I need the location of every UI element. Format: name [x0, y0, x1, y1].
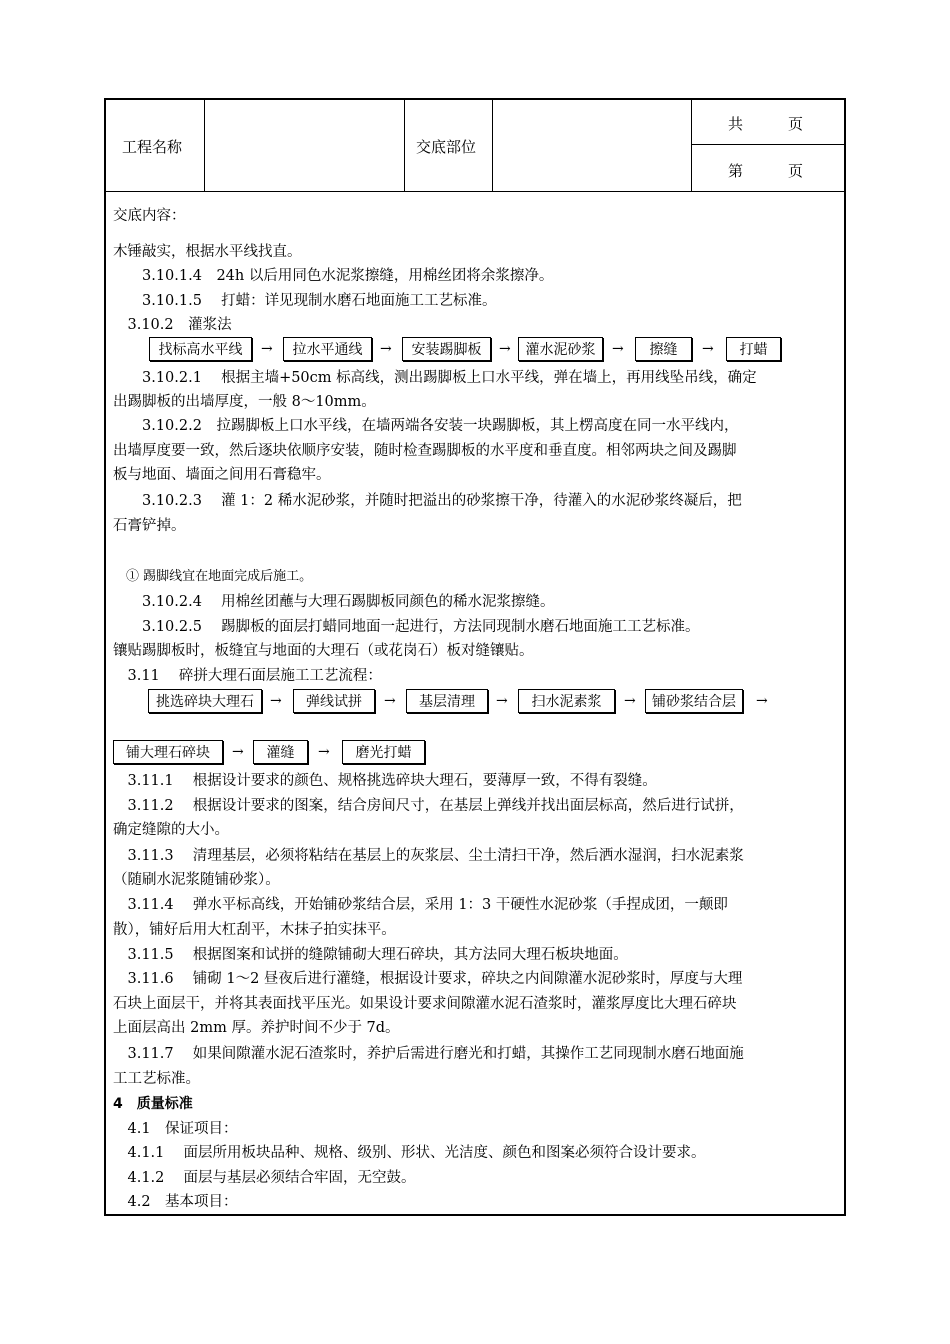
arrow-icon: → — [270, 693, 282, 709]
header-divider — [204, 99, 205, 191]
arrow-icon: → — [612, 341, 624, 357]
text-line: 3.10.2.3 灌 1：2 稀水泥砂浆，并随时把溢出的砂浆擦干净，待灌入的水泥砂浆终凝后，把 — [113, 493, 742, 509]
text-line: 3.11 碎拼大理石面层施工工艺流程： — [113, 668, 382, 684]
arrow-icon: → — [232, 744, 244, 760]
text-line: 3.10.2.1 根据主墙+50cm 标高线，测出踢脚板上口水平线，弹在墙上，再用线坠吊线，确定 — [113, 370, 757, 386]
flow-step: 磨光打蜡 — [342, 740, 425, 764]
text-line: 散），铺好后用大杠刮平，木抹子拍实抹平。 — [113, 922, 396, 938]
header-divider — [691, 99, 692, 191]
content-title: 交底内容： — [113, 208, 186, 224]
text-line: 石块上面层干，并将其表面找平压光。如果设计要求间隙灌水泥石渣浆时，灌浆厚度比大理石碎块 — [113, 996, 737, 1012]
flow-step: 安装踢脚板 — [402, 337, 491, 361]
header-divider — [692, 144, 845, 145]
section-heading: 4 质量标准 — [113, 1096, 193, 1112]
text-line: （随刷水泥浆随铺砂浆）。 — [113, 872, 280, 888]
arrow-icon: → — [702, 341, 714, 357]
text-line: 3.11.4 弹水平标高线，开始铺砂浆结合层，采用 1：3 干硬性水泥砂浆（手捏成团，一颠即 — [113, 897, 728, 913]
arrow-icon: → — [756, 693, 768, 709]
header-bottom-border — [105, 191, 845, 192]
text-line: 3.11.7 如果间隙灌水泥石渣浆时，养护后需进行磨光和打蜡，其操作工艺同现制水磨石地面施 — [113, 1046, 744, 1062]
page-number-label: 第 页 — [728, 162, 804, 180]
text-line: 3.10.2.4 用棉丝团蘸与大理石踢脚板同颜色的稀水泥浆擦缝。 — [113, 594, 555, 610]
text-line: 3.10.2 灌浆法 — [113, 317, 232, 333]
total-pages-label: 共 页 — [728, 115, 804, 133]
location-label: 交底部位 — [416, 138, 477, 156]
text-line: 板与地面、墙面之间用石膏稳牢。 — [113, 467, 331, 483]
project-name-label: 工程名称 — [122, 138, 183, 156]
flow-step: 拉水平通线 — [283, 337, 372, 361]
text-line: 3.11.2 根据设计要求的图案，结合房间尺寸，在基层上弹线并找出面层标高，然后进行试拼， — [113, 798, 744, 814]
arrow-icon: → — [499, 341, 511, 357]
flow-step: 基层清理 — [406, 689, 488, 713]
arrow-icon: → — [496, 693, 508, 709]
text-line: 3.10.2.2 拉踢脚板上口水平线，在墙两端各安装一块踢脚板，其上楞高度在同一水平线内， — [113, 418, 739, 434]
flow-step: 弹线试拼 — [293, 689, 375, 713]
flow-step: 灌缝 — [253, 740, 308, 764]
text-line: 出墙厚度要一致，然后逐块依顺序安装，随时检查踢脚板的水平度和垂直度。相邻两块之间及踢脚 — [113, 443, 737, 459]
text-line: 4.1 保证项目： — [113, 1121, 238, 1137]
arrow-icon: → — [624, 693, 636, 709]
text-line: 4.2 基本项目： — [113, 1194, 238, 1210]
footnote: ① 踢脚线宜在地面完成后施工。 — [113, 569, 313, 584]
text-line: 4.1.2 面层与基层必须结合牢固，无空鼓。 — [113, 1170, 416, 1186]
text-line: 3.11.5 根据图案和试拼的缝隙铺砌大理石碎块，其方法同大理石板块地面。 — [113, 947, 628, 963]
text-line: 3.10.2.5 踢脚板的面层打蜡同地面一起进行，方法同现制水磨石地面施工工艺标准。 — [113, 619, 700, 635]
text-line: 3.11.3 清理基层，必须将粘结在基层上的灰浆层、尘土清扫干净，然后洒水湿润，扫水泥素浆 — [113, 848, 744, 864]
flow-step: 打蜡 — [726, 337, 781, 361]
text-line: 工工艺标准。 — [113, 1071, 200, 1087]
flow-step: 找标高水平线 — [149, 337, 252, 361]
text-line: 3.10.1.5 打蜡：详见现制水磨石地面施工工艺标准。 — [113, 293, 497, 309]
header-divider — [492, 99, 493, 191]
text-line: 3.10.1.4 24h 以后用同色水泥浆擦缝，用棉丝团将余浆擦净。 — [113, 268, 554, 284]
text-line: 3.11.1 根据设计要求的颜色、规格挑选碎块大理石，要薄厚一致，不得有裂缝。 — [113, 773, 657, 789]
text-line: 镶贴踢脚板时，板缝宜与地面的大理石（或花岗石）板对缝镶贴。 — [113, 643, 534, 659]
text-line: 3.11.6 铺砌 1～2 昼夜后进行灌缝，根据设计要求，碎块之内间隙灌水泥砂浆时，厚度与大理 — [113, 971, 743, 987]
flow-step: 灌水泥砂浆 — [518, 337, 603, 361]
arrow-icon: → — [261, 341, 273, 357]
text-line: 上面层高出 2mm 厚。养护时间不少于 7d。 — [113, 1020, 400, 1036]
text-line: 4.1.1 面层所用板块品种、规格、级别、形状、光洁度、颜色和图案必须符合设计要求。 — [113, 1145, 706, 1161]
arrow-icon: → — [384, 693, 396, 709]
text-line: 木锤敲实，根据水平线找直。 — [113, 244, 302, 260]
flow-step: 扫水泥素浆 — [518, 689, 615, 713]
text-line: 出踢脚板的出墙厚度，一般 8～10mm。 — [113, 394, 376, 410]
header-divider — [404, 99, 405, 191]
flow-step: 铺大理石碎块 — [113, 740, 223, 764]
flow-step: 铺砂浆结合层 — [645, 689, 743, 713]
text-line: 确定缝隙的大小。 — [113, 822, 229, 838]
arrow-icon: → — [380, 341, 392, 357]
flow-step: 挑选碎块大理石 — [148, 689, 262, 713]
text-line: 石膏铲掉。 — [113, 518, 186, 534]
arrow-icon: → — [318, 744, 330, 760]
flow-step: 擦缝 — [635, 337, 692, 361]
